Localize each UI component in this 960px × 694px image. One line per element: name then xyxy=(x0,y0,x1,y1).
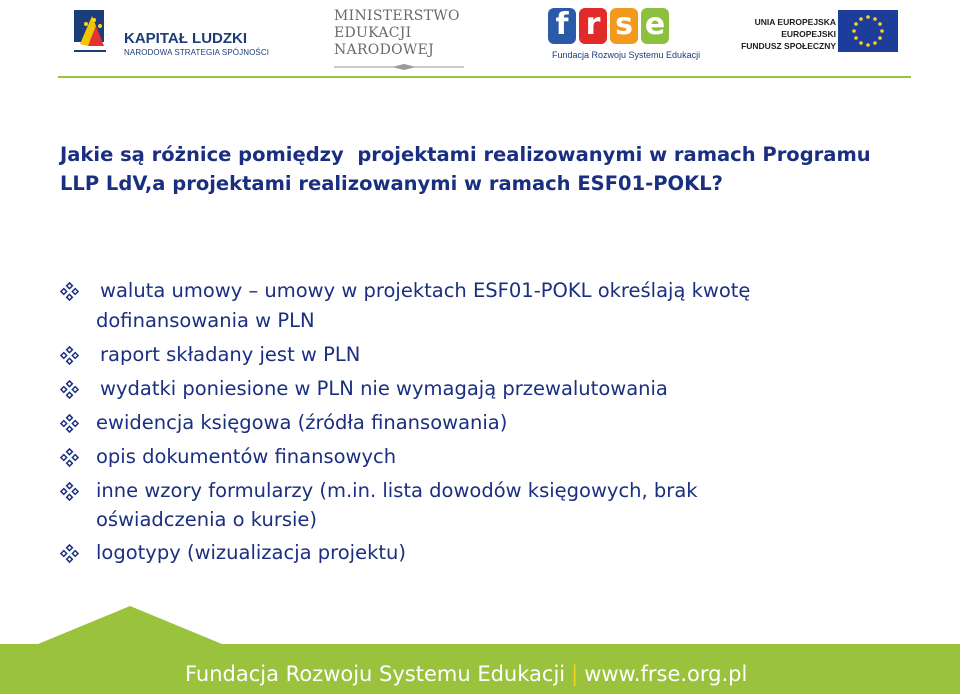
eu-line1: UNIA EUROPEJSKA xyxy=(754,17,836,27)
bullet-item xyxy=(60,408,920,438)
four-diamond-bullet-icon xyxy=(60,414,79,433)
bullet-text-continued: dofinansowania w PLN xyxy=(96,309,315,332)
slide-title-line1: Jakie są różnice pomiędzy projektami realizowanymi w ramach Programu xyxy=(60,143,871,166)
bullet-text: raport składany jest w PLN xyxy=(100,343,361,366)
header-logos xyxy=(0,0,960,80)
frse-logo xyxy=(548,7,701,70)
header-divider xyxy=(58,76,911,78)
eu-social-fund-logo xyxy=(741,10,902,64)
kapital-ludzki-title: KAPITAŁ LUDZKI xyxy=(124,30,248,47)
frse-letter-r: r xyxy=(579,8,607,44)
bullet-text: logotypy (wizualizacja projektu) xyxy=(96,541,407,564)
ministry-line3: NARODOWEJ xyxy=(334,42,435,58)
bullet-item xyxy=(60,276,920,336)
kapital-ludzki-emblem-icon xyxy=(64,6,114,66)
four-diamond-bullet-icon xyxy=(60,346,79,365)
bullet-text: inne wzory formularzy (m.in. lista dowodów księgowych, brak xyxy=(96,479,698,502)
pen-underline-icon xyxy=(334,62,464,72)
ministry-line1: MINISTERSTWO xyxy=(334,8,460,24)
bullet-text: ewidencja księgowa (źródła finansowania) xyxy=(96,411,508,434)
bullet-item xyxy=(60,374,920,404)
footer-triangle-decoration xyxy=(38,606,222,644)
four-diamond-bullet-icon xyxy=(60,448,79,467)
footer-text xyxy=(185,662,747,686)
ministry-of-education-logo xyxy=(334,8,468,72)
bullet-text-continued: oświadczenia o kursie) xyxy=(96,508,318,531)
bullet-item xyxy=(60,442,920,472)
kapital-ludzki-subtitle: NARODOWA STRATEGIA SPÓJNOŚCI xyxy=(124,48,270,57)
bullet-text: opis dokumentów finansowych xyxy=(96,445,397,468)
frse-letter-f: f xyxy=(548,8,576,44)
slide-title xyxy=(60,140,920,198)
eu-line2: EUROPEJSKI xyxy=(781,29,836,39)
bullet-item xyxy=(60,538,920,568)
four-diamond-bullet-icon xyxy=(60,544,79,563)
frse-subtitle: Fundacja Rozwoju Systemu Edukacji xyxy=(552,50,701,60)
bullet-text: wydatki poniesione w PLN nie wymagają przewalutowania xyxy=(100,377,668,400)
footer-separator: | xyxy=(571,662,579,686)
bullet-text: waluta umowy – umowy w projektach ESF01-POKL określają kwotę xyxy=(100,279,751,302)
ministry-line2: EDUKACJI xyxy=(334,25,412,41)
eu-flag-icon xyxy=(838,10,898,52)
frse-letter-e: e xyxy=(641,8,669,44)
four-diamond-bullet-icon xyxy=(60,482,79,501)
kapital-ludzki-logo xyxy=(64,6,270,68)
eu-text xyxy=(741,16,836,52)
frse-letter-s: s xyxy=(610,8,638,44)
four-diamond-bullet-icon xyxy=(60,282,79,301)
bullet-list xyxy=(60,276,920,568)
four-diamond-bullet-icon xyxy=(60,380,79,399)
slide-title-line2: LLP LdV,a projektami realizowanymi w ramach ESF01-POKL? xyxy=(60,172,723,195)
bullet-item xyxy=(60,340,920,370)
bullet-item xyxy=(60,476,920,534)
footer-website-link[interactable]: www.frse.org.pl xyxy=(584,662,748,686)
footer-organization: Fundacja Rozwoju Systemu Edukacji xyxy=(185,662,566,686)
eu-line3: FUNDUSZ SPOŁECZNY xyxy=(741,41,836,51)
